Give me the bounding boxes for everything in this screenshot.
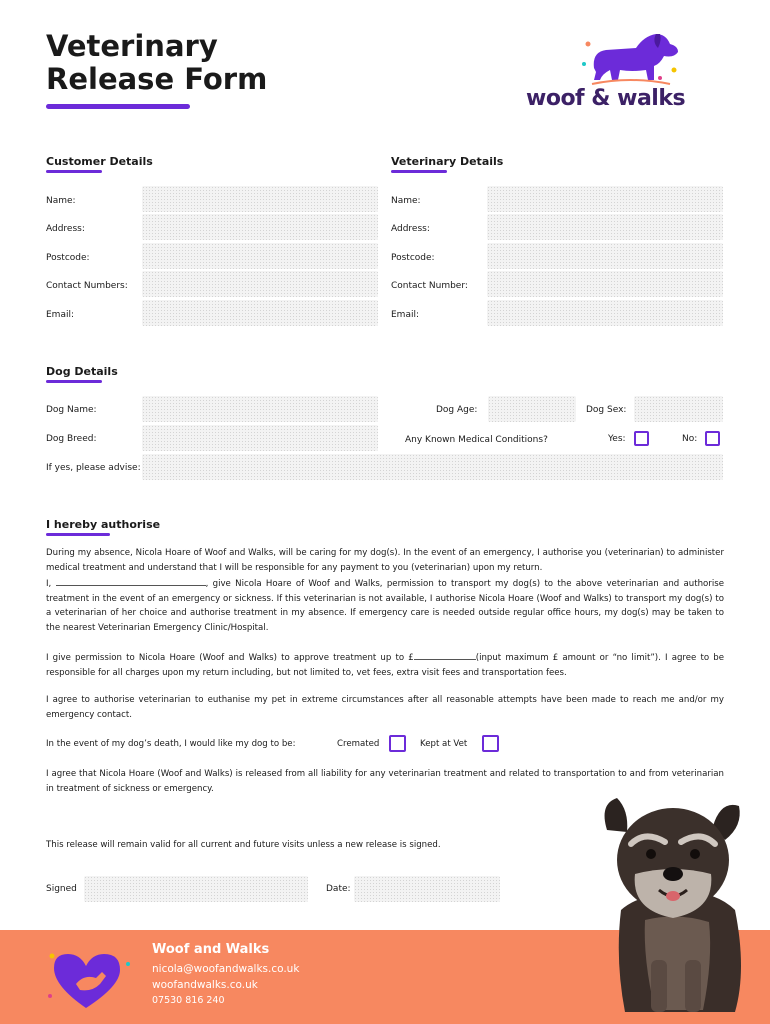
dog-details-heading: Dog Details xyxy=(46,365,118,378)
title-underline xyxy=(46,104,190,109)
dog-age-field[interactable] xyxy=(488,396,576,422)
customer-email-field[interactable] xyxy=(142,300,378,326)
customer-details-heading: Customer Details xyxy=(46,155,153,168)
customer-postcode-field[interactable] xyxy=(142,243,378,269)
vet-heading-underline xyxy=(391,170,447,173)
authorise-heading-underline xyxy=(46,533,110,536)
footer-phone: 07530 816 240 xyxy=(152,995,225,1006)
treatment-limit-blank[interactable] xyxy=(414,649,476,660)
vet-name-field[interactable] xyxy=(487,186,723,212)
vet-postcode-field[interactable] xyxy=(487,243,723,269)
date-field[interactable] xyxy=(354,876,500,902)
owner-name-blank[interactable] xyxy=(56,575,206,586)
medical-no-label: No: xyxy=(682,434,698,444)
customer-name-field[interactable] xyxy=(142,186,378,212)
vet-name-label: Name: xyxy=(391,196,421,206)
customer-postcode-label: Postcode: xyxy=(46,253,90,263)
title-line-1: Veterinary xyxy=(46,29,218,63)
vet-email-field[interactable] xyxy=(487,300,723,326)
logo-text: woof & walks xyxy=(526,86,686,111)
medical-no-checkbox[interactable] xyxy=(705,431,720,446)
page-title xyxy=(46,30,267,96)
vet-email-label: Email: xyxy=(391,310,420,320)
dog-heading-underline xyxy=(46,380,102,383)
treatment-limit-rest: (input maximum £ amount or “no limit”). I agree to be responsible for all charges upon my return including, but not limited to, vet fees, extra visit fees and transportation fees. xyxy=(46,653,724,678)
dog-breed-field[interactable] xyxy=(142,425,378,451)
advise-field[interactable] xyxy=(142,454,723,480)
medical-yes-checkbox[interactable] xyxy=(634,431,649,446)
customer-heading-underline xyxy=(46,170,102,173)
vet-contact-field[interactable] xyxy=(487,271,723,297)
authorise-paragraph-1b xyxy=(46,575,724,635)
customer-address-label: Address: xyxy=(46,224,85,234)
dog-name-field[interactable] xyxy=(142,396,378,422)
authorise-paragraph-4: I agree that Nicola Hoare (Woof and Walks) is released from all liability for any veterinarian treatment and related to transportation to and from veterinarian in treatment of sickness or emergency. xyxy=(46,769,724,794)
veterinary-details-heading: Veterinary Details xyxy=(391,155,504,168)
owner-prefix: I, xyxy=(46,579,52,589)
signature-field[interactable] xyxy=(84,876,308,902)
owner-permission-text: , give Nicola Hoare of Woof and Walks, permission to transport my dog(s) to the above veterinarian and authorise treatment in the event of an emergency or sickness. If this veterinarian is not available, I authorise Nicola Hoare (Woof and Walks) to transport my dog(s) to a veterinarian of her choice and authorise treatment in my absence. If emergency care is needed outside regular office hours, my dog(s) may be taken to the nearest Veterinarian Emergency Clinic/Hospital. xyxy=(46,579,724,633)
footer-website[interactable]: woofandwalks.co.uk xyxy=(152,979,258,991)
cremated-label: Cremated xyxy=(337,739,380,749)
authorise-paragraph-3: I agree to authorise veterinarian to euthanise my pet in extreme circumstances after all reasonable attempts have been made to reach me and/or my emergency contact. xyxy=(46,695,724,720)
treatment-limit-prefix: I give permission to Nicola Hoare (Woof and Walks) to approve treatment up to £ xyxy=(46,653,414,663)
dog-name-label: Dog Name: xyxy=(46,405,97,415)
kept-at-vet-checkbox[interactable] xyxy=(482,735,499,752)
brand-logo xyxy=(524,30,724,114)
vet-address-field[interactable] xyxy=(487,214,723,240)
footer-email[interactable]: nicola@woofandwalks.co.uk xyxy=(152,963,300,975)
date-label: Date: xyxy=(326,884,351,894)
heart-dog-icon xyxy=(44,944,134,1014)
authorise-paragraph-2 xyxy=(46,649,724,680)
death-preference-label: In the event of my dog’s death, I would like my dog to be: xyxy=(46,739,296,749)
title-line-2: Release Form xyxy=(46,62,268,96)
authorise-heading: I hereby authorise xyxy=(46,518,161,531)
advise-label: If yes, please advise: xyxy=(46,463,141,473)
dog-sex-field[interactable] xyxy=(634,396,723,422)
dog-age-label: Dog Age: xyxy=(436,405,478,415)
authorise-paragraph-1a: During my absence, Nicola Hoare of Woof and Walks, will be caring for my dog(s). In the event of an emergency, I authorise you (veterinarian) to administer medical treatment and understand that I will be responsible for any payment to you (veterinarian) upon my return. xyxy=(46,548,724,573)
medical-conditions-label: Any Known Medical Conditions? xyxy=(405,435,548,445)
customer-contact-field[interactable] xyxy=(142,271,378,297)
footer-company: Woof and Walks xyxy=(152,942,270,957)
vet-postcode-label: Postcode: xyxy=(391,253,435,263)
dog-sex-label: Dog Sex: xyxy=(586,405,627,415)
vet-address-label: Address: xyxy=(391,224,430,234)
kept-at-vet-label: Kept at Vet xyxy=(420,739,468,749)
medical-yes-label: Yes: xyxy=(608,434,626,444)
vet-contact-label: Contact Number: xyxy=(391,281,468,291)
dog-breed-label: Dog Breed: xyxy=(46,434,97,444)
schnauzer-photo xyxy=(585,790,760,1020)
customer-name-label: Name: xyxy=(46,196,76,206)
customer-address-field[interactable] xyxy=(142,214,378,240)
customer-email-label: Email: xyxy=(46,310,75,320)
signed-label: Signed xyxy=(46,884,77,894)
dog-logo-icon xyxy=(574,30,684,86)
customer-contact-label: Contact Numbers: xyxy=(46,281,128,291)
cremated-checkbox[interactable] xyxy=(389,735,406,752)
authorise-paragraph-1 xyxy=(46,546,724,635)
validity-statement: This release will remain valid for all current and future visits unless a new release is signed. xyxy=(46,840,441,850)
